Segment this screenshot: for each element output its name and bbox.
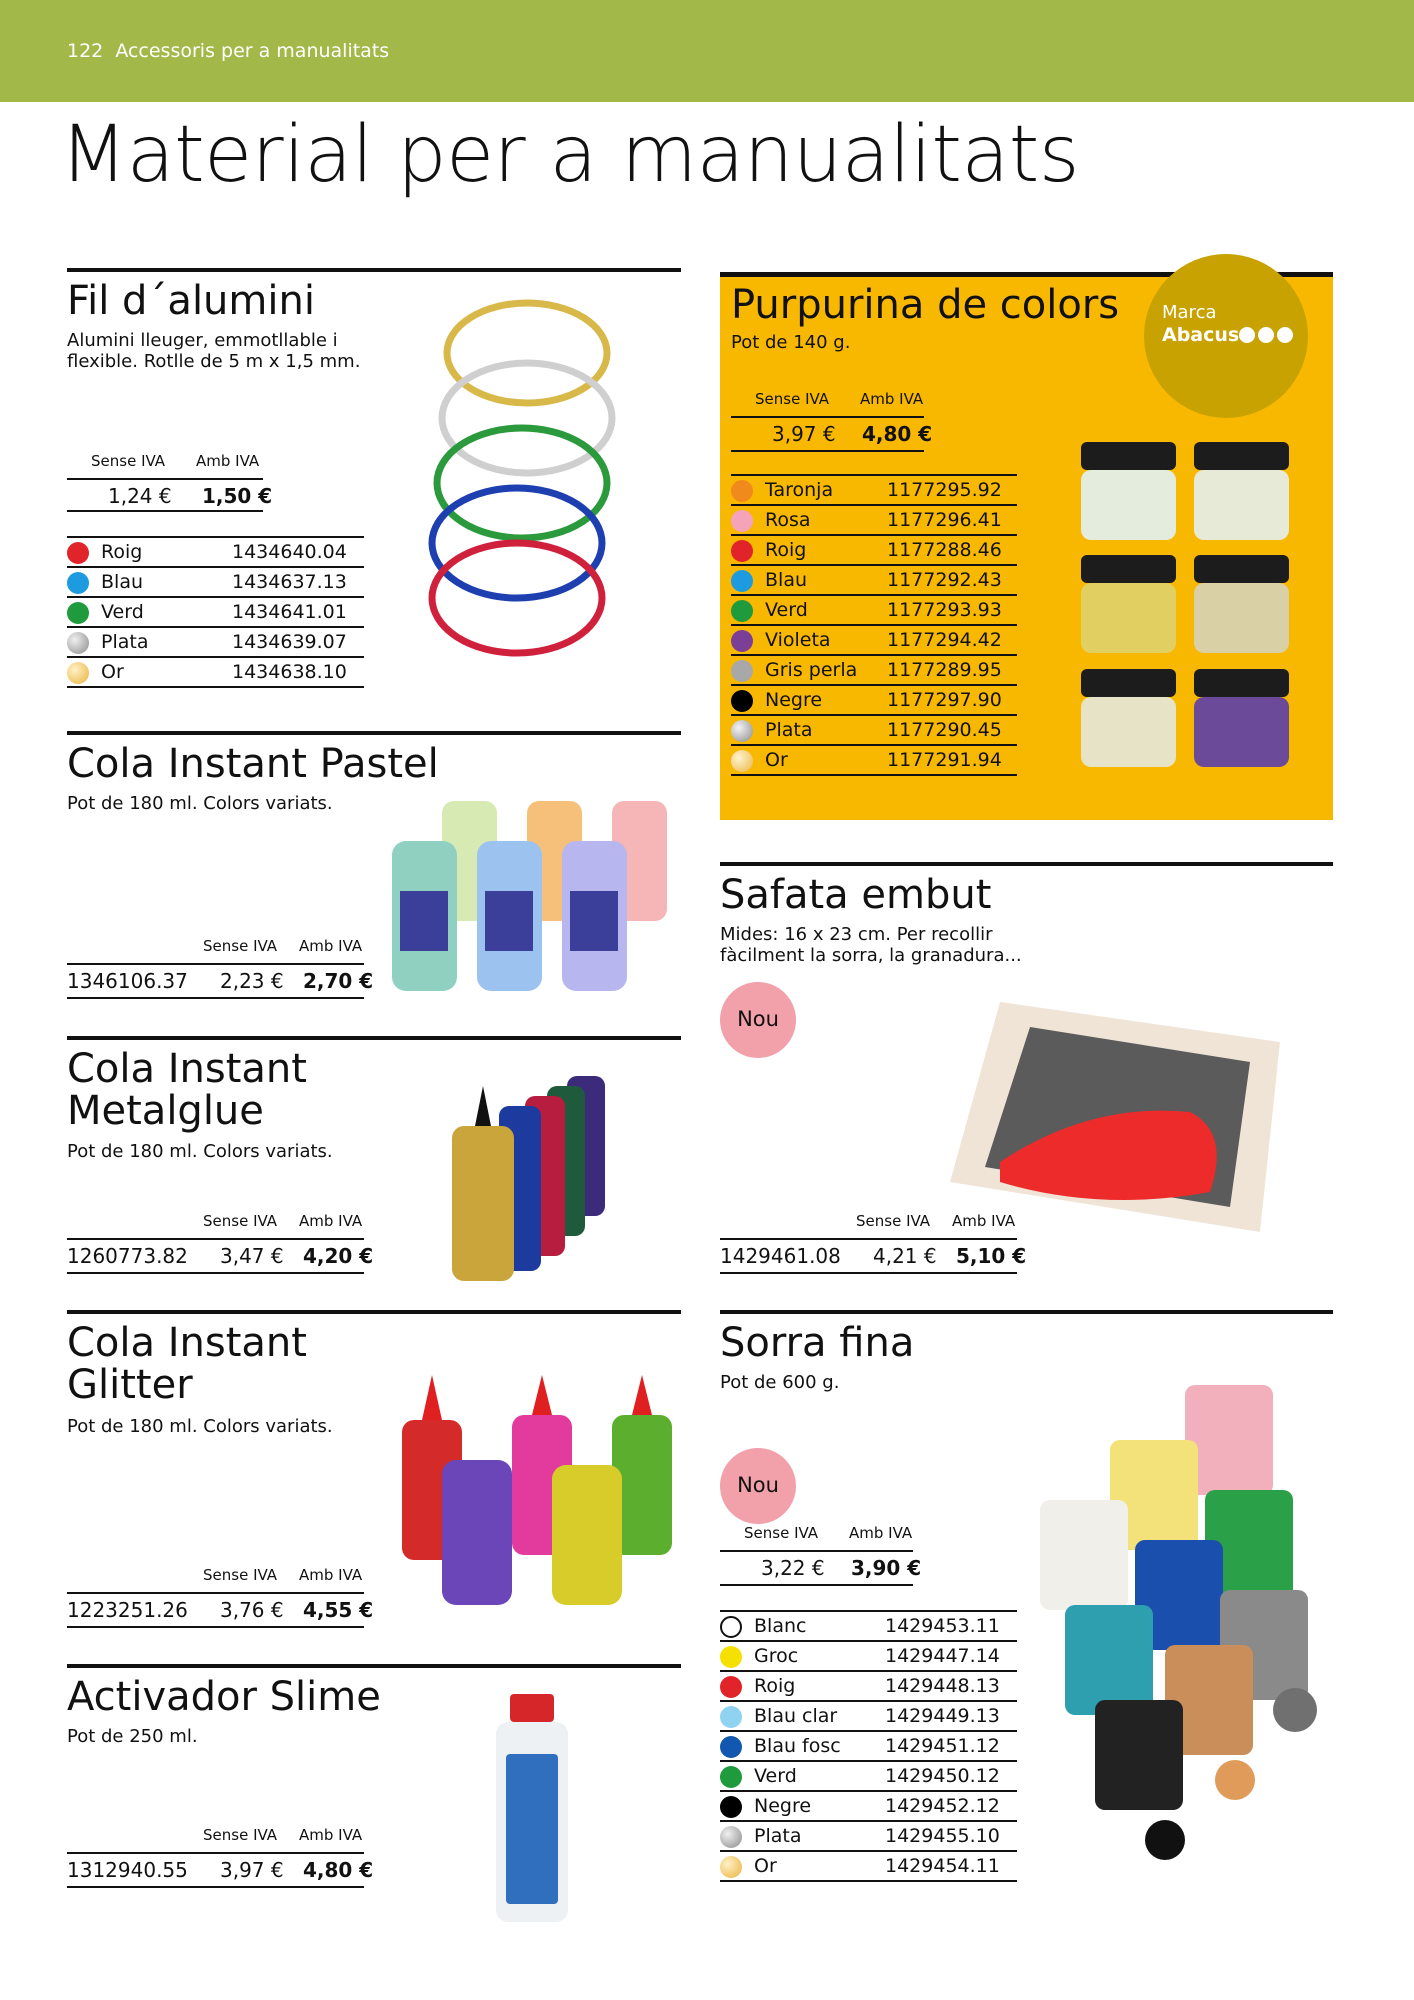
variant-name: Roig: [101, 541, 143, 563]
variant-name: Blanc: [754, 1615, 807, 1637]
variant-name: Groc: [754, 1645, 799, 1667]
color-swatch: [731, 540, 753, 562]
variant-name: Verd: [101, 601, 144, 623]
price-header-without-vat: Sense IVA: [203, 1566, 278, 1584]
divider: [720, 1584, 913, 1586]
product-description: Pot de 600 g.: [720, 1372, 840, 1393]
price-with-vat: 4,20 €: [303, 1244, 374, 1268]
variant-code: 1429455.10: [885, 1825, 1000, 1847]
variant-code: 1429452.12: [885, 1795, 1000, 1817]
variant-row: [67, 658, 364, 688]
price-table: [67, 1212, 374, 1272]
product-title: Purpurina de colors: [731, 282, 1120, 328]
color-swatch: [720, 1766, 742, 1788]
color-swatch: [720, 1736, 742, 1758]
variant-name: Roig: [754, 1675, 796, 1697]
breadcrumb: [67, 40, 389, 62]
glitter-jars-image: [1076, 437, 1316, 787]
product-title: Safata embut: [720, 872, 992, 918]
variant-code: 1177291.94: [887, 749, 1002, 771]
variant-name: Rosa: [765, 509, 811, 531]
variant-row: [720, 1822, 1017, 1852]
variant-row: [720, 1642, 1017, 1672]
variant-name: Taronja: [765, 479, 834, 501]
variant-name: Gris perla: [765, 659, 858, 681]
divider: [731, 450, 924, 452]
price-table: [731, 390, 933, 452]
color-swatch: [731, 570, 753, 592]
product-code: 1429461.08: [720, 1244, 841, 1268]
variant-row: [720, 1762, 1017, 1792]
new-badge-label: Nou: [737, 1473, 779, 1497]
variant-name: Plata: [754, 1825, 802, 1847]
variant-code: 1177293.93: [887, 599, 1002, 621]
variant-name: Plata: [765, 719, 813, 741]
price-header-without-vat: Sense IVA: [856, 1212, 931, 1230]
price-table: [67, 452, 273, 512]
variant-name: Blau clar: [754, 1705, 838, 1727]
variant-name: Blau fosc: [754, 1735, 841, 1757]
price-without-vat: 3,97 €: [220, 1858, 284, 1882]
divider: [67, 1626, 364, 1628]
pastel-glue-image: [382, 781, 682, 1001]
product-description: Pot de 180 ml. Colors variats.: [67, 793, 333, 814]
variant-code: 1434641.01: [232, 601, 347, 623]
color-swatch: [720, 1796, 742, 1818]
section-rule: [67, 731, 681, 735]
variant-row: [67, 628, 364, 658]
variant-code: 1177297.90: [887, 689, 1002, 711]
color-swatch: [67, 632, 89, 654]
variant-name: Negre: [765, 689, 823, 711]
brand-badge: [1144, 254, 1308, 418]
variant-row: [720, 1672, 1017, 1702]
divider: [67, 997, 364, 999]
color-swatch: [731, 600, 753, 622]
color-swatch: [731, 480, 753, 502]
variant-name: Or: [101, 661, 124, 683]
new-badge: [720, 1448, 796, 1524]
color-swatch: [731, 750, 753, 772]
price-header-with-vat: Amb IVA: [196, 452, 260, 470]
variant-code: 1177289.95: [887, 659, 1002, 681]
product-title: Cola Instant Pastel: [67, 741, 439, 787]
variant-name: Blau: [765, 569, 807, 591]
color-swatch: [731, 690, 753, 712]
color-swatch: [720, 1616, 742, 1638]
product-code: 1223251.26: [67, 1598, 188, 1622]
price-header-without-vat: Sense IVA: [203, 937, 278, 955]
product-activador-slime: [67, 1664, 681, 1934]
price-header-without-vat: Sense IVA: [744, 1524, 819, 1542]
product-cola-metalglue: [67, 1036, 681, 1306]
color-swatch: [731, 660, 753, 682]
product-title: Fil d´alumini: [67, 278, 315, 324]
variant-name: Or: [765, 749, 788, 771]
color-swatch: [720, 1646, 742, 1668]
tray-image: [930, 982, 1330, 1242]
color-swatch: [67, 662, 89, 684]
price-header-with-vat: Amb IVA: [849, 1524, 913, 1542]
section-rule: [67, 1664, 681, 1668]
price-header-with-vat: Amb IVA: [860, 390, 924, 408]
price-with-vat: 4,80 €: [303, 1858, 374, 1882]
variant-row: [731, 626, 1017, 656]
variant-code: 1429449.13: [885, 1705, 1000, 1727]
variant-code: 1177292.43: [887, 569, 1002, 591]
variant-name: Blau: [101, 571, 143, 593]
product-description: Mides: 16 x 23 cm. Per recollir fàcilment la sorra, la granadura...: [720, 924, 1022, 966]
price-header-with-vat: Amb IVA: [299, 1212, 363, 1230]
slime-activator-image: [492, 1694, 572, 1924]
product-title-line-2: Glitter: [67, 1362, 193, 1408]
divider: [67, 478, 263, 480]
variant-row: [731, 656, 1017, 686]
page-title: Material per a manualitats: [60, 110, 1080, 200]
price-header-with-vat: Amb IVA: [952, 1212, 1016, 1230]
divider: [67, 1886, 364, 1888]
variant-code: 1177288.46: [887, 539, 1002, 561]
price-header-with-vat: Amb IVA: [299, 937, 363, 955]
color-swatch: [67, 572, 89, 594]
variant-row: [67, 568, 364, 598]
color-swatch: [720, 1826, 742, 1848]
price-without-vat: 1,24 €: [108, 484, 172, 508]
variant-row: [67, 538, 364, 568]
page-header: [0, 0, 1414, 102]
product-title-line-1: Cola Instant: [67, 1046, 307, 1092]
new-badge-label: Nou: [737, 1007, 779, 1031]
variant-code: 1434637.13: [232, 571, 347, 593]
variant-row: [731, 476, 1017, 506]
product-safata-embut: [720, 862, 1333, 1272]
color-swatch: [731, 510, 753, 532]
color-swatch: [720, 1706, 742, 1728]
variant-name: Or: [754, 1855, 777, 1877]
variant-row: [731, 716, 1017, 746]
variant-name: Plata: [101, 631, 149, 653]
divider: [67, 963, 364, 965]
variant-row: [720, 1852, 1017, 1882]
divider: [67, 510, 263, 512]
variant-code: 1177294.42: [887, 629, 1002, 651]
variant-row: [720, 1732, 1017, 1762]
variant-name: Verd: [765, 599, 808, 621]
product-title-line-1: Cola Instant: [67, 1320, 307, 1366]
price-table: [67, 1826, 374, 1886]
variant-row: [720, 1612, 1017, 1642]
price-header-without-vat: Sense IVA: [203, 1212, 278, 1230]
color-swatch: [731, 720, 753, 742]
variant-code: 1434640.04: [232, 541, 347, 563]
color-swatch: [720, 1856, 742, 1878]
price-without-vat: 3,47 €: [220, 1244, 284, 1268]
variant-row: [720, 1792, 1017, 1822]
sand-jars-image: [1035, 1380, 1325, 1960]
variant-name: Violeta: [765, 629, 831, 651]
price-with-vat: 3,90 €: [851, 1556, 922, 1580]
section-rule: [67, 1310, 681, 1314]
variant-code: 1429450.12: [885, 1765, 1000, 1787]
product-description: Pot de 180 ml. Colors variats.: [67, 1416, 333, 1437]
divider: [67, 1852, 364, 1854]
color-swatch: [67, 602, 89, 624]
variant-code: 1429447.14: [885, 1645, 1000, 1667]
product-description: Alumini lleuger, emmotllable i flexible. Rotlle de 5 m x 1,5 mm.: [67, 330, 361, 372]
price-without-vat: 4,21 €: [873, 1244, 937, 1268]
variant-row: [731, 596, 1017, 626]
variant-code: 1434639.07: [232, 631, 347, 653]
product-description: Pot de 180 ml. Colors variats.: [67, 1141, 333, 1162]
variant-code: 1429453.11: [885, 1615, 1000, 1637]
variant-row: [731, 566, 1017, 596]
color-swatch: [67, 542, 89, 564]
section-rule: [67, 1036, 681, 1040]
price-without-vat: 3,76 €: [220, 1598, 284, 1622]
variant-code: 1177296.41: [887, 509, 1002, 531]
price-with-vat: 1,50 €: [202, 484, 273, 508]
price-header-with-vat: Amb IVA: [299, 1826, 363, 1844]
product-sorra-fina: [720, 1310, 1333, 1960]
variant-row: [720, 1702, 1017, 1732]
price-table: [67, 937, 374, 997]
product-cola-pastel: [67, 731, 681, 1011]
product-description: Pot de 250 ml.: [67, 1726, 198, 1747]
product-description: Pot de 140 g.: [731, 332, 851, 353]
brand-name: Abacus: [1162, 324, 1240, 346]
variant-code: 1429448.13: [885, 1675, 1000, 1697]
price-without-vat: 2,23 €: [220, 969, 284, 993]
divider: [67, 1592, 364, 1594]
price-with-vat: 5,10 €: [956, 1244, 1027, 1268]
brand-dots-icon: [1239, 327, 1296, 347]
page-number: 122: [67, 40, 104, 62]
divider: [720, 1550, 913, 1552]
variant-name: Roig: [765, 539, 807, 561]
variant-name: Negre: [754, 1795, 812, 1817]
variant-row: [731, 686, 1017, 716]
product-code: 1312940.55: [67, 1858, 188, 1882]
variant-row: [731, 506, 1017, 536]
price-without-vat: 3,22 €: [761, 1556, 825, 1580]
variant-code: 1429454.11: [885, 1855, 1000, 1877]
variant-row: [731, 746, 1017, 776]
variant-code: 1177295.92: [887, 479, 1002, 501]
price-table: [720, 1524, 922, 1586]
price-header-without-vat: Sense IVA: [203, 1826, 278, 1844]
price-header-without-vat: Sense IVA: [91, 452, 166, 470]
product-title-line-2: Metalglue: [67, 1088, 264, 1134]
price-without-vat: 3,97 €: [772, 422, 836, 446]
price-header-without-vat: Sense IVA: [755, 390, 830, 408]
variant-code: 1429451.12: [885, 1735, 1000, 1757]
section-name: Accessoris per a manualitats: [115, 40, 390, 62]
section-rule: [720, 862, 1333, 866]
variant-code: 1177290.45: [887, 719, 1002, 741]
glitter-glue-image: [392, 1370, 692, 1610]
product-fil-alumini: [67, 268, 681, 698]
price-with-vat: 4,55 €: [303, 1598, 374, 1622]
product-title: Sorra fina: [720, 1320, 915, 1366]
product-title: Activador Slime: [67, 1674, 381, 1720]
aluminium-wire-image: [427, 298, 627, 678]
section-rule: [67, 268, 681, 272]
variant-row: [731, 536, 1017, 566]
color-swatch: [731, 630, 753, 652]
variant-row: [67, 598, 364, 628]
divider: [67, 1272, 364, 1274]
price-with-vat: 2,70 €: [303, 969, 374, 993]
price-table: [67, 1566, 374, 1626]
divider: [720, 1272, 1017, 1274]
product-code: 1346106.37: [67, 969, 188, 993]
metal-glue-image: [447, 1046, 627, 1286]
product-code: 1260773.82: [67, 1244, 188, 1268]
variant-name: Verd: [754, 1765, 797, 1787]
variant-code: 1434638.10: [232, 661, 347, 683]
divider: [731, 416, 924, 418]
price-header-with-vat: Amb IVA: [299, 1566, 363, 1584]
color-swatch: [720, 1676, 742, 1698]
price-with-vat: 4,80 €: [862, 422, 933, 446]
new-badge: [720, 982, 796, 1058]
divider: [67, 1238, 364, 1240]
brand-label: Marca: [1162, 302, 1217, 323]
section-rule: [720, 1310, 1333, 1314]
product-cola-glitter: [67, 1310, 681, 1620]
